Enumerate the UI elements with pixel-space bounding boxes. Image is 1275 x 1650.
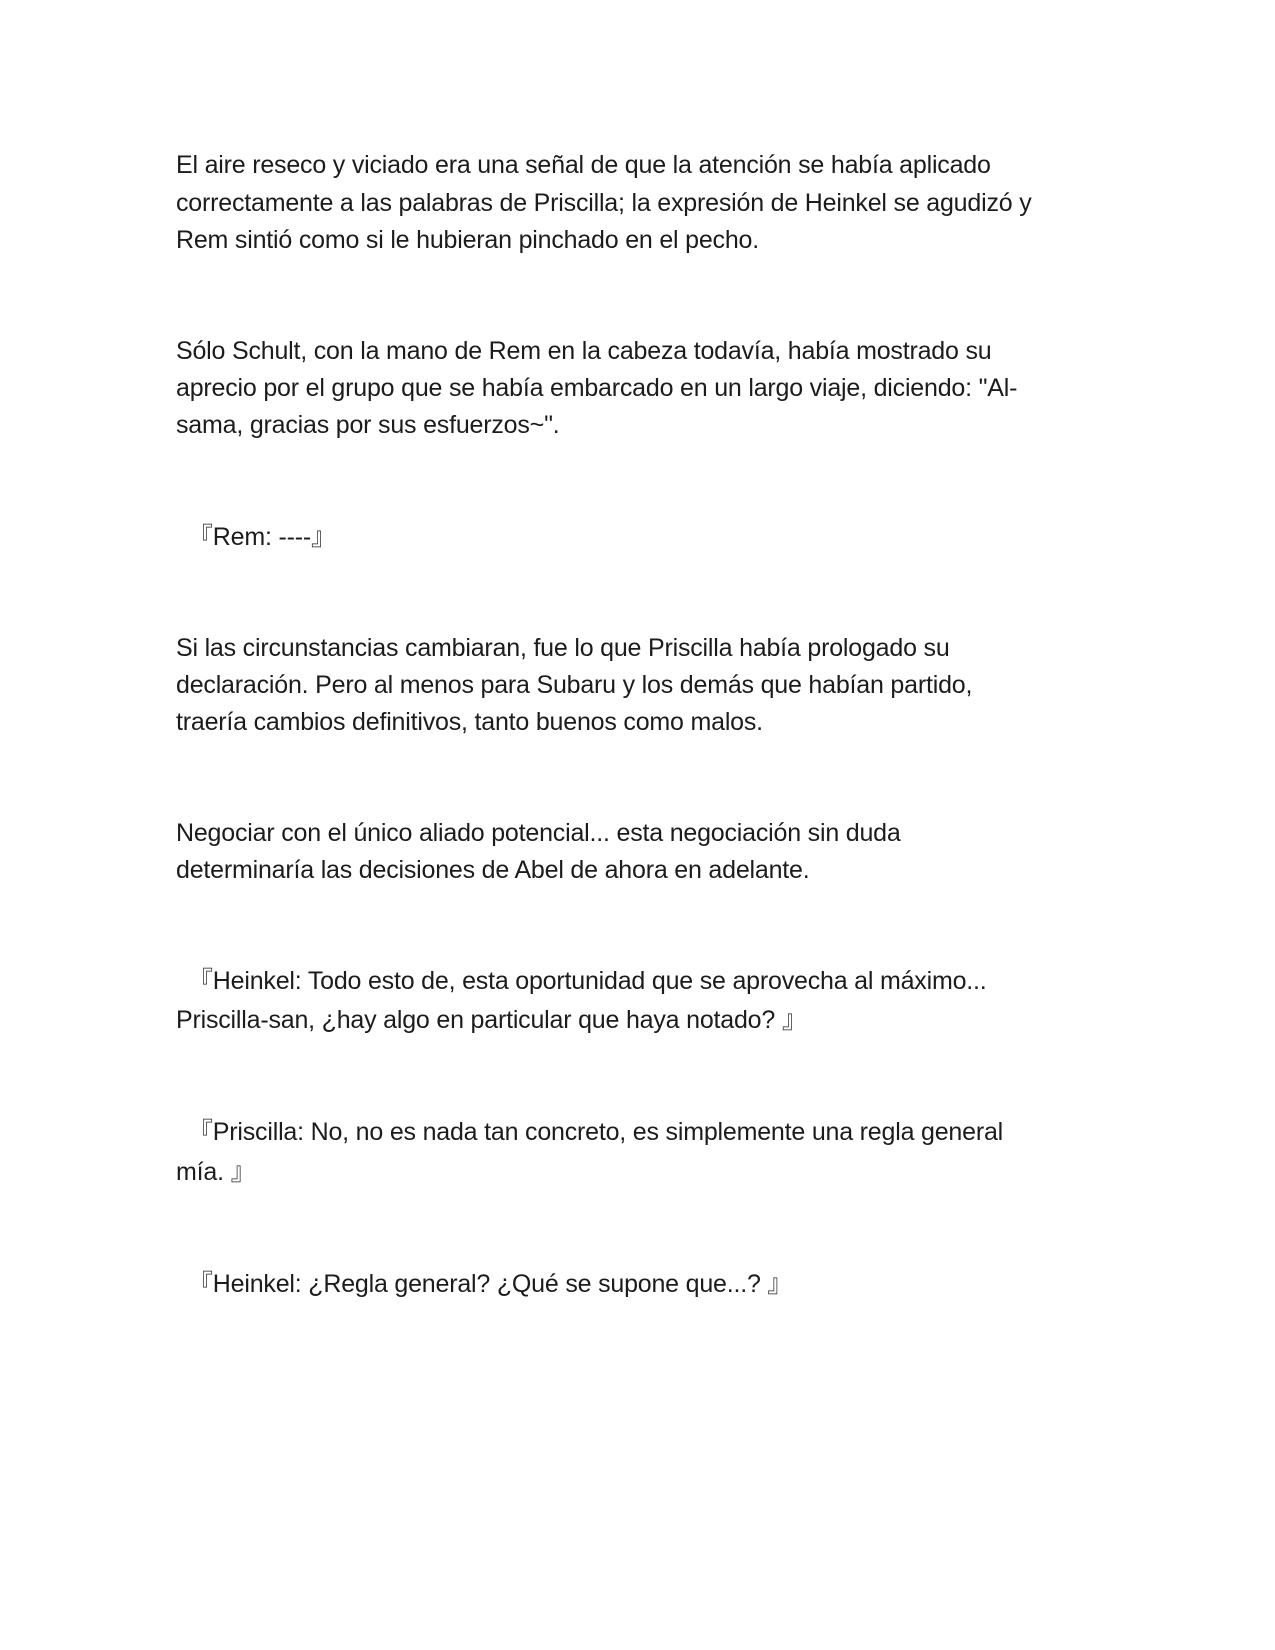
paragraph-1-line-2: correctamente a las palabras de Priscilla; la expresión de Heinkel se agudizó y: [176, 189, 1032, 217]
dialogue-heinkel-1-line-2: Priscilla-san, ¿hay algo en particular que haya notado? 』: [176, 1006, 807, 1034]
paragraph-1-line-3: Rem sintió como si le hubieran pinchado en el pecho.: [176, 226, 760, 254]
paragraph-2-line-3: sama, gracias por sus esfuerzos~".: [176, 411, 560, 439]
paragraph-1-line-1: El aire reseco y viciado era una señal de que la atención se había aplicado: [176, 151, 991, 179]
paragraph-4-line-2: declaración. Pero al menos para Subaru y los demás que habían partido,: [176, 671, 973, 699]
paragraph-5-line-2: determinaría las decisiones de Abel de ahora en adelante.: [176, 856, 810, 884]
dialogue-priscilla-line-1: 『Priscilla: No, no es nada tan concreto, es simplemente una regla general: [188, 1118, 1004, 1146]
paragraph-2-line-1: Sólo Schult, con la mano de Rem en la cabeza todavía, había mostrado su: [176, 337, 992, 365]
dialogue-rem: 『Rem: ----』: [188, 523, 336, 551]
paragraph-5-line-1: Negociar con el único aliado potencial... esta negociación sin duda: [176, 819, 901, 847]
paragraph-2-line-2: aprecio por el grupo que se había embarcado en un largo viaje, diciendo: "Al-: [176, 374, 1018, 402]
dialogue-heinkel-1-line-1: 『Heinkel: Todo esto de, esta oportunidad que se aprovecha al máximo...: [188, 967, 987, 995]
dialogue-heinkel-2: 『Heinkel: ¿Regla general? ¿Qué se supone que...? 』: [188, 1270, 793, 1298]
paragraph-4-line-3: traería cambios definitivos, tanto buenos como malos.: [176, 708, 763, 736]
paragraph-4-line-1: Si las circunstancias cambiaran, fue lo que Priscilla había prologado su: [176, 634, 950, 662]
dialogue-priscilla-line-2: mía. 』: [176, 1158, 256, 1186]
